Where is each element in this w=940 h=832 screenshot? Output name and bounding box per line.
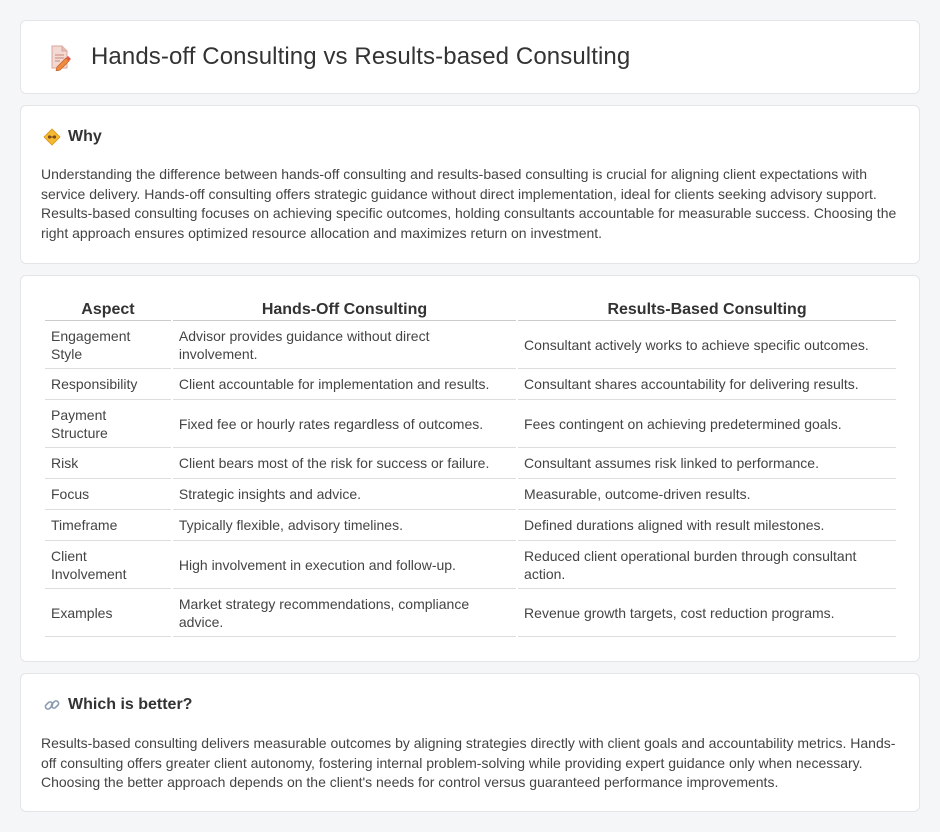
document-pencil-icon — [45, 43, 73, 71]
header-hands-off: Hands-Off Consulting — [173, 298, 516, 321]
header-aspect: Aspect — [45, 298, 171, 321]
row-aspect: Timeframe — [45, 510, 171, 541]
row-results-based: Defined durations aligned with result milestones. — [518, 510, 896, 541]
table-row — [45, 369, 896, 400]
table-row — [45, 541, 896, 589]
row-results-based: Reduced client operational burden through consultant action. — [518, 541, 896, 589]
why-card — [20, 105, 920, 264]
row-hands-off: High involvement in execution and follow-up. — [173, 541, 516, 589]
page-title: Hands-off Consulting vs Results-based Consulting — [91, 43, 631, 70]
row-results-based: Consultant actively works to achieve specific outcomes. — [518, 321, 896, 369]
table-row — [45, 589, 896, 637]
row-hands-off: Typically flexible, advisory timelines. — [173, 510, 516, 541]
row-aspect: Risk — [45, 448, 171, 479]
row-hands-off: Client accountable for implementation and results. — [173, 369, 516, 400]
which-better-heading — [43, 696, 192, 714]
row-hands-off: Fixed fee or hourly rates regardless of outcomes. — [173, 400, 516, 448]
row-results-based: Measurable, outcome-driven results. — [518, 479, 896, 510]
row-aspect: Responsibility — [45, 369, 171, 400]
handshake-icon — [43, 128, 61, 146]
row-results-based: Consultant shares accountability for delivering results. — [518, 369, 896, 400]
which-better-title: Which is better? — [68, 696, 193, 713]
row-results-based: Fees contingent on achieving predetermined goals. — [518, 400, 896, 448]
table-row — [45, 321, 896, 369]
row-hands-off: Client bears most of the risk for success or failure. — [173, 448, 516, 479]
link-icon — [43, 696, 61, 714]
row-hands-off: Strategic insights and advice. — [173, 479, 516, 510]
table-row — [45, 400, 896, 448]
title-row — [45, 43, 630, 71]
row-aspect: Focus — [45, 479, 171, 510]
why-title: Why — [68, 128, 102, 145]
table-row — [45, 510, 896, 541]
row-aspect: Client Involvement — [45, 541, 171, 589]
table-row — [45, 479, 896, 510]
which-better-card — [20, 673, 920, 812]
row-hands-off: Advisor provides guidance without direct involvement. — [173, 321, 516, 369]
table-header-row — [45, 298, 896, 321]
row-results-based: Consultant assumes risk linked to performance. — [518, 448, 896, 479]
title-card — [20, 20, 920, 94]
which-better-text: Results-based consulting delivers measurable outcomes by aligning strategies directly with client goals and accountability metrics. Hands-off consulting offers greater client autonomy, fostering internal problem-solving while providing expert guidance only when necessary. Choosing the better approach depends on the client's needs for control versus guaranteed performance improvements. — [41, 735, 896, 790]
row-hands-off: Market strategy recommendations, compliance advice. — [173, 589, 516, 637]
row-aspect: Examples — [45, 589, 171, 637]
header-results-based: Results-Based Consulting — [518, 298, 896, 321]
row-aspect: Payment Structure — [45, 400, 171, 448]
comparison-card — [20, 275, 920, 662]
comparison-table — [43, 298, 898, 637]
row-results-based: Revenue growth targets, cost reduction programs. — [518, 589, 896, 637]
row-aspect: Engagement Style — [45, 321, 171, 369]
why-text: Understanding the difference between hands-off consulting and results-based consulting is crucial for aligning client expectations with service delivery. Hands-off consulting offers strategic guidance without direct implementation, ideal for clients seeking advisory support. Results-based consulting focuses on achieving specific outcomes, holding consultants accountable for measurable success. Choosing the right approach ensures optimized resource allocation and maximizes return on investment. — [41, 166, 897, 241]
why-heading — [43, 128, 102, 146]
table-row — [45, 448, 896, 479]
